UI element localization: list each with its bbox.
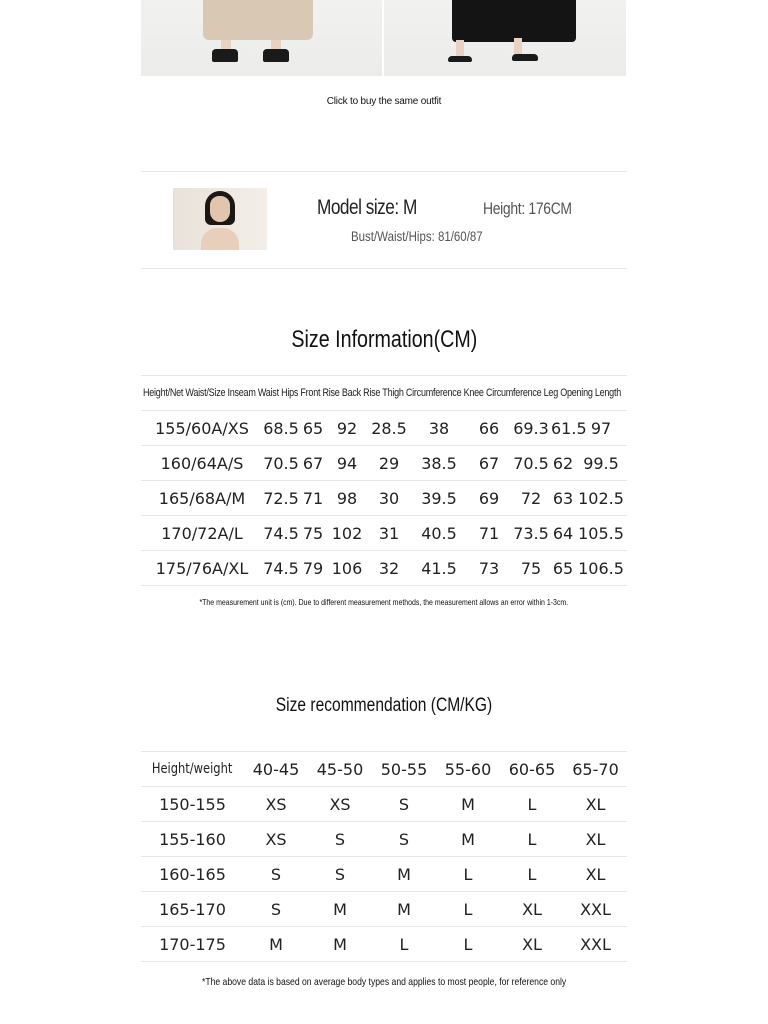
measurement-cell: 40.5 bbox=[411, 516, 467, 551]
recommended-size-cell: XS bbox=[244, 822, 308, 857]
heel-left bbox=[448, 56, 472, 62]
measurement-cell: 38 bbox=[411, 411, 467, 446]
weight-range-header: 50-55 bbox=[372, 752, 436, 787]
measurement-cell: 105.5 bbox=[575, 516, 627, 551]
model-size-title: Model size: M bbox=[317, 196, 417, 219]
weight-range-header: 60-65 bbox=[500, 752, 564, 787]
measurement-cell: 72.5 bbox=[263, 481, 299, 516]
measurement-cell: 97 bbox=[575, 411, 627, 446]
size-rec-row bbox=[141, 787, 627, 822]
recommended-size-cell: XL bbox=[500, 892, 564, 927]
recommended-size-cell: S bbox=[244, 892, 308, 927]
recommended-size-cell: XS bbox=[308, 787, 372, 822]
measurement-cell: 62 bbox=[551, 446, 575, 481]
beige-trousers bbox=[203, 0, 313, 40]
recommended-size-cell: M bbox=[244, 927, 308, 962]
measurement-cell: 75 bbox=[511, 551, 551, 586]
recommended-size-cell: M bbox=[436, 822, 500, 857]
size-rec-row bbox=[141, 822, 627, 857]
model-photo bbox=[173, 188, 267, 250]
size-rec-row bbox=[141, 892, 627, 927]
measurement-cell: 102.5 bbox=[575, 481, 627, 516]
measurement-cell: 92 bbox=[327, 411, 367, 446]
measurement-cell: 39.5 bbox=[411, 481, 467, 516]
measurement-cell: 61.5 bbox=[551, 411, 575, 446]
size-info-row bbox=[141, 446, 627, 481]
recommended-size-cell: XL bbox=[564, 787, 627, 822]
sandal-right bbox=[263, 49, 289, 62]
measurement-cell: 75 bbox=[299, 516, 327, 551]
outfit-photo-beige[interactable] bbox=[141, 0, 382, 76]
size-label-cell: 160/64A/S bbox=[141, 446, 263, 481]
measurement-cell: 98 bbox=[327, 481, 367, 516]
measurement-cell: 74.5 bbox=[263, 551, 299, 586]
sandal-left bbox=[212, 49, 238, 62]
measurement-cell: 30 bbox=[367, 481, 411, 516]
model-height: Height: 176CM bbox=[483, 199, 572, 218]
measurement-cell: 69.3 bbox=[511, 411, 551, 446]
size-rec-header-row bbox=[141, 752, 627, 787]
measurement-cell: 68.5 bbox=[263, 411, 299, 446]
measurement-cell: 71 bbox=[467, 516, 511, 551]
recommended-size-cell: XL bbox=[564, 822, 627, 857]
height-range-cell: 170-175 bbox=[141, 927, 244, 962]
recommended-size-cell: L bbox=[500, 787, 564, 822]
size-label-cell: 165/68A/M bbox=[141, 481, 263, 516]
measurement-cell: 38.5 bbox=[411, 446, 467, 481]
height-range-cell: 150-155 bbox=[141, 787, 244, 822]
recommended-size-cell: S bbox=[244, 857, 308, 892]
size-info-row bbox=[141, 481, 627, 516]
recommended-size-cell: S bbox=[372, 822, 436, 857]
black-trousers bbox=[452, 0, 576, 42]
measurement-cell: 99.5 bbox=[575, 446, 627, 481]
weight-range-header: 55-60 bbox=[436, 752, 500, 787]
height-weight-header: Height/weight bbox=[152, 761, 233, 777]
recommended-size-cell: XXL bbox=[564, 927, 627, 962]
measurement-cell: 70.5 bbox=[263, 446, 299, 481]
size-info-header: Height/Net Waist/Size Inseam Waist Hips Front Rise Back Rise Thigh Circumference Knee Circumference Leg Opening Length bbox=[143, 387, 621, 399]
divider bbox=[141, 268, 627, 269]
measurement-cell: 72 bbox=[511, 481, 551, 516]
measurement-cell: 94 bbox=[327, 446, 367, 481]
size-label-cell: 155/60A/XS bbox=[141, 411, 263, 446]
size-rec-table bbox=[141, 751, 627, 962]
measurement-cell: 102 bbox=[327, 516, 367, 551]
header-cell-label bbox=[141, 752, 244, 787]
recommended-size-cell: M bbox=[372, 857, 436, 892]
measurement-cell: 63 bbox=[551, 481, 575, 516]
size-info-table bbox=[141, 375, 627, 586]
weight-range-header: 40-45 bbox=[244, 752, 308, 787]
height-range-cell: 155-160 bbox=[141, 822, 244, 857]
recommended-size-cell: M bbox=[308, 927, 372, 962]
height-range-cell: 165-170 bbox=[141, 892, 244, 927]
recommended-size-cell: L bbox=[372, 927, 436, 962]
height-range-cell: 160-165 bbox=[141, 857, 244, 892]
measurement-cell: 41.5 bbox=[411, 551, 467, 586]
recommended-size-cell: S bbox=[308, 822, 372, 857]
measurement-cell: 65 bbox=[299, 411, 327, 446]
recommended-size-cell: L bbox=[436, 927, 500, 962]
recommended-size-cell: L bbox=[500, 822, 564, 857]
size-label-cell: 175/76A/XL bbox=[141, 551, 263, 586]
model-shoulders bbox=[201, 228, 239, 250]
buy-outfit-link[interactable]: Click to buy the same outfit bbox=[326, 96, 442, 107]
measurement-cell: 32 bbox=[367, 551, 411, 586]
measurement-cell: 66 bbox=[467, 411, 511, 446]
recommended-size-cell: M bbox=[372, 892, 436, 927]
weight-range-header: 45-50 bbox=[308, 752, 372, 787]
measurement-cell: 65 bbox=[551, 551, 575, 586]
weight-range-header: 65-70 bbox=[564, 752, 627, 787]
size-info-row bbox=[141, 411, 627, 446]
measurement-cell: 73.5 bbox=[511, 516, 551, 551]
measurement-cell: 106 bbox=[327, 551, 367, 586]
measurement-cell: 69 bbox=[467, 481, 511, 516]
recommended-size-cell: XS bbox=[244, 787, 308, 822]
recommended-size-cell: M bbox=[308, 892, 372, 927]
measurement-cell: 28.5 bbox=[367, 411, 411, 446]
recommended-size-cell: L bbox=[436, 892, 500, 927]
measurement-cell: 106.5 bbox=[575, 551, 627, 586]
recommended-size-cell: L bbox=[500, 857, 564, 892]
size-info-title: Size Information(CM) bbox=[291, 326, 477, 353]
size-rec-row bbox=[141, 857, 627, 892]
measurement-cell: 67 bbox=[299, 446, 327, 481]
recommended-size-cell: M bbox=[436, 787, 500, 822]
heel-right bbox=[512, 54, 538, 61]
measurement-cell: 31 bbox=[367, 516, 411, 551]
outfit-photo-black[interactable] bbox=[384, 0, 626, 76]
recommended-size-cell: L bbox=[436, 857, 500, 892]
measurement-cell: 73 bbox=[467, 551, 511, 586]
measurement-cell: 71 bbox=[299, 481, 327, 516]
divider bbox=[141, 171, 627, 172]
size-info-note: *The measurement unit is (cm). Due to different measurement methods, the measurement allows an error within 1-3cm. bbox=[199, 597, 569, 607]
size-rec-note: *The above data is based on average body types and applies to most people, for reference only bbox=[201, 976, 567, 988]
recommended-size-cell: XL bbox=[500, 927, 564, 962]
size-info-row bbox=[141, 551, 627, 586]
measurement-cell: 67 bbox=[467, 446, 511, 481]
size-info-row bbox=[141, 516, 627, 551]
recommended-size-cell: XL bbox=[564, 857, 627, 892]
measurement-cell: 79 bbox=[299, 551, 327, 586]
measurement-cell: 74.5 bbox=[263, 516, 299, 551]
size-label-cell: 170/72A/L bbox=[141, 516, 263, 551]
recommended-size-cell: S bbox=[372, 787, 436, 822]
measurement-cell: 64 bbox=[551, 516, 575, 551]
size-rec-title: Size recommendation (CM/KG) bbox=[275, 695, 493, 716]
model-measurements: Bust/Waist/Hips: 81/60/87 bbox=[351, 228, 483, 244]
size-rec-row bbox=[141, 927, 627, 962]
measurement-cell: 29 bbox=[367, 446, 411, 481]
model-face bbox=[210, 196, 230, 222]
measurement-cell: 70.5 bbox=[511, 446, 551, 481]
recommended-size-cell: S bbox=[308, 857, 372, 892]
recommended-size-cell: XXL bbox=[564, 892, 627, 927]
